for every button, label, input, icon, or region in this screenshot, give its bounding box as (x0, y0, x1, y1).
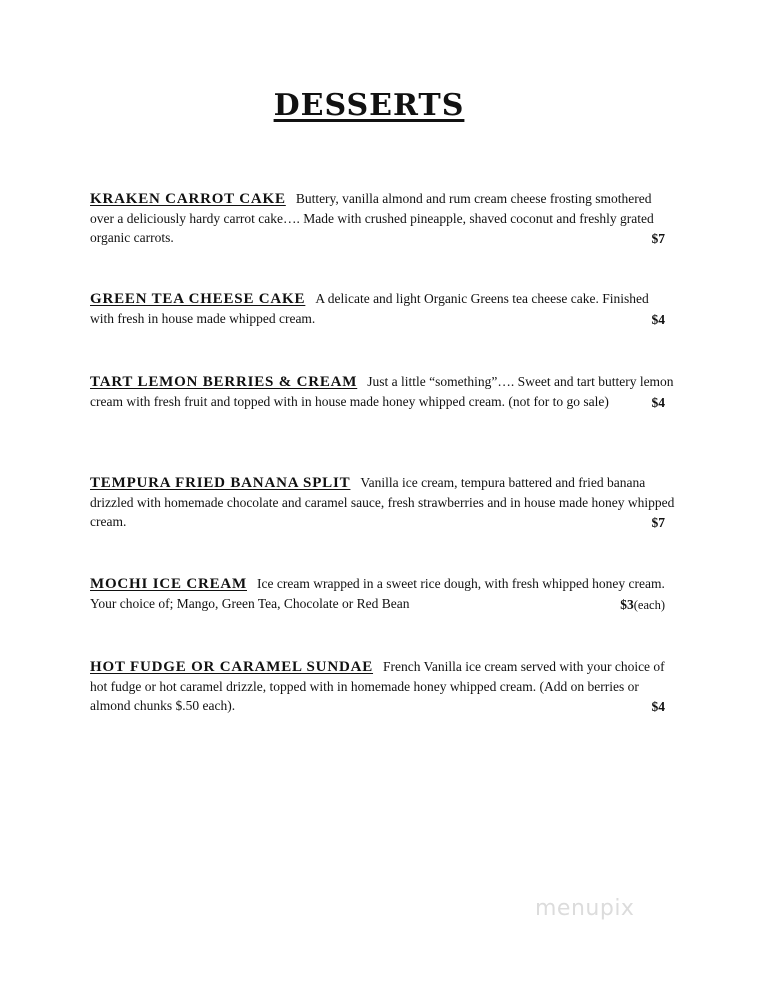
item-text (90, 289, 675, 328)
item-name: TEMPURA FRIED BANANA SPLIT (90, 475, 351, 491)
item-price: $3(each) (620, 597, 665, 612)
item-description: Vanilla ice cream, tempura battered and fried banana drizzled with homemade chocolate and caramel sauce, fresh strawberries and in house made honey whipped cream. (90, 475, 675, 529)
item-text (90, 574, 675, 613)
menu-item (90, 289, 675, 328)
menu-item (90, 657, 675, 715)
item-description: French Vanilla ice cream served with your choice of hot fudge or hot caramel drizzle, topped with in homemade honey whipped cream. (Add on berries or almond chunks $.50 each). (90, 659, 665, 713)
item-price: $7 (651, 515, 665, 530)
item-description: Buttery, vanilla almond and rum cream cheese frosting smothered over a deliciously hardy carrot cake…. Made with crushed pineapple, shaved coconut and freshly grated organic carrots. (90, 191, 654, 245)
item-description: Ice cream wrapped in a sweet rice dough, with fresh whipped honey cream. Your choice of; Mango, Green Tea, Chocolate or Red Bean (90, 576, 665, 611)
item-text (90, 189, 675, 247)
page-title: DESSERTS (273, 88, 465, 123)
menu-item (90, 574, 675, 613)
menu-item (90, 473, 675, 531)
item-price: $4 (651, 395, 665, 410)
item-price: $7 (651, 231, 665, 246)
item-description: Just a little “something”…. Sweet and tart buttery lemon cream with fresh fruit and topped with in house made honey whipped cream. (not for to go sale) (90, 374, 674, 409)
item-name: MOCHI ICE CREAM (90, 576, 247, 592)
item-text (90, 657, 675, 715)
watermark: menupix (535, 896, 635, 921)
item-name: GREEN TEA CHEESE CAKE (90, 291, 306, 307)
item-description: A delicate and light Organic Greens tea cheese cake. Finished with fresh in house made whipped cream. (90, 291, 649, 326)
menu-item (90, 372, 675, 411)
item-text (90, 372, 675, 411)
item-price: $4 (651, 699, 665, 714)
item-text (90, 473, 675, 531)
item-price: $4 (651, 312, 665, 327)
menu-item (90, 189, 675, 247)
item-name: TART LEMON BERRIES & CREAM (90, 374, 358, 390)
item-name: KRAKEN CARROT CAKE (90, 191, 286, 207)
item-name: HOT FUDGE OR CARAMEL SUNDAE (90, 659, 374, 675)
